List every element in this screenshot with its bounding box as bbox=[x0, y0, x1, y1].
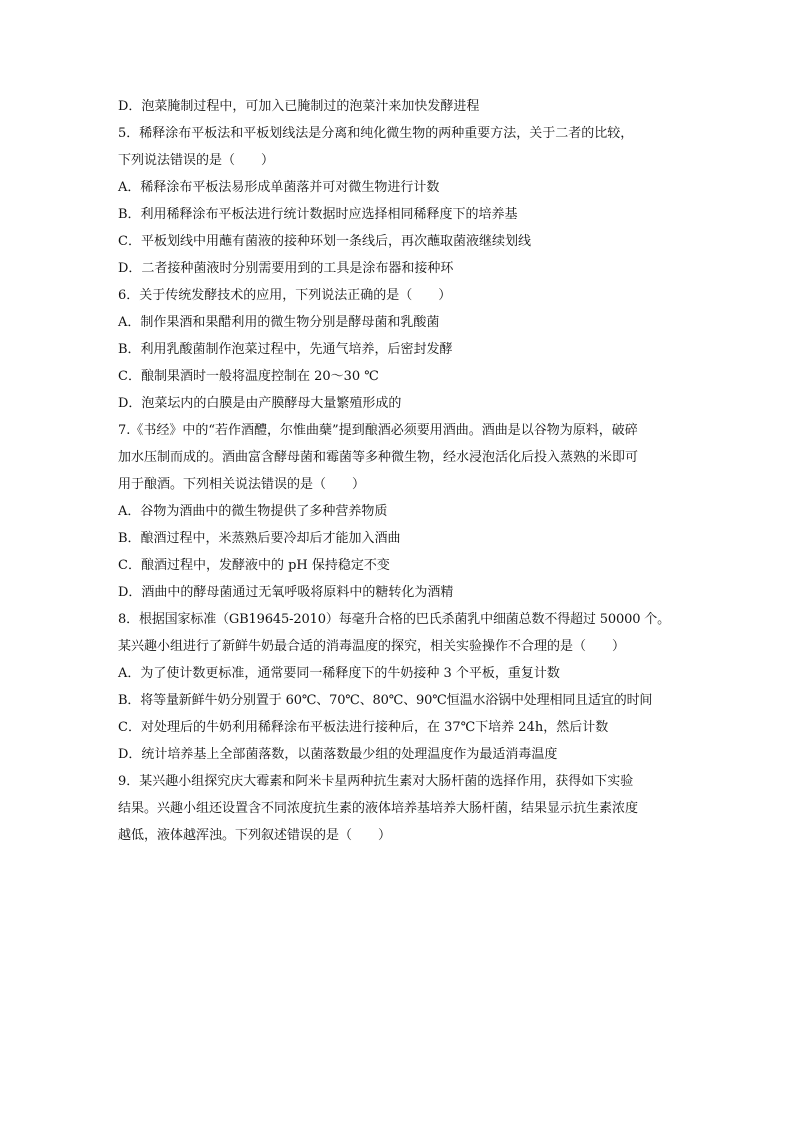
text-line: 结果。兴趣小组还设置含不同浓度抗生素的液体培养基培养大肠杆菌，结果显示抗生素浓度 bbox=[118, 801, 639, 816]
document-page bbox=[118, 93, 678, 849]
text-line: 8．根据国家标准（GB19645-2010）每毫升合格的巴氏杀菌乳中细菌总数不得超过 50000 个。 bbox=[118, 612, 671, 627]
text-line: 7.《书经》中的“若作酒醴，尔惟曲蘖”提到酿酒必须要用酒曲。酒曲是以谷物为原料，破碎 bbox=[118, 423, 638, 438]
text-line: 某兴趣小组进行了新鲜牛奶最合适的消毒温度的探究，相关实验操作不合理的是（ ） bbox=[118, 639, 626, 654]
text-line: A．为了使计数更标准，通常要同一稀释度下的牛奶接种 3 个平板，重复计数 bbox=[118, 666, 560, 681]
text-line: C．对处理后的牛奶利用稀释涂布平板法进行接种后，在 37℃下培养 24h，然后计数 bbox=[118, 720, 609, 735]
text-line: A．谷物为酒曲中的微生物提供了多种营养物质 bbox=[118, 504, 388, 519]
text-line: 加水压制而成的。酒曲富含酵母菌和霉菌等多种微生物，经水浸泡活化后投入蒸熟的米即可 bbox=[118, 450, 639, 465]
text-line: D．统计培养基上全部菌落数，以菌落数最少组的处理温度作为最适消毒温度 bbox=[118, 747, 558, 762]
text-line: 用于酿酒。下列相关说法错误的是（ ） bbox=[118, 477, 366, 492]
text-line: D．二者接种菌液时分别需要用到的工具是涂布器和接种环 bbox=[118, 261, 454, 276]
text-line: C．平板划线中用蘸有菌液的接种环划一条线后，再次蘸取菌液继续划线 bbox=[118, 234, 531, 249]
text-line: B．利用稀释涂布平板法进行统计数据时应选择相同稀释度下的培养基 bbox=[118, 207, 518, 222]
text-line: C．酿制果酒时一般将温度控制在 20～30 ℃ bbox=[118, 369, 379, 384]
text-line: D．泡菜坛内的白膜是由产膜酵母大量繁殖形成的 bbox=[118, 396, 402, 411]
text-line: A．制作果酒和果醋利用的微生物分别是酵母菌和乳酸菌 bbox=[118, 315, 440, 330]
text-line: 5．稀释涂布平板法和平板划线法是分离和纯化微生物的两种重要方法，关于二者的比较， bbox=[118, 126, 634, 141]
text-line: D．酒曲中的酵母菌通过无氧呼吸将原料中的糖转化为酒精 bbox=[118, 585, 454, 600]
text-line: C．酿酒过程中，发酵液中的 pH 保持稳定不变 bbox=[118, 558, 390, 573]
text-line: 越低，液体越浑浊。下列叙述错误的是（ ） bbox=[118, 828, 392, 843]
text-line: 下列说法错误的是（ ） bbox=[118, 153, 275, 168]
text-line: 9．某兴趣小组探究庆大霉素和阿米卡星两种抗生素对大肠杆菌的选择作用，获得如下实验 bbox=[118, 774, 634, 789]
text-line: D．泡菜腌制过程中，可加入已腌制过的泡菜汁来加快发酵进程 bbox=[118, 99, 480, 114]
text-line: A．稀释涂布平板法易形成单菌落并可对微生物进行计数 bbox=[118, 180, 440, 195]
text-line: B．酿酒过程中，米蒸熟后要冷却后才能加入酒曲 bbox=[118, 531, 401, 546]
text-line: B．利用乳酸菌制作泡菜过程中，先通气培养，后密封发酵 bbox=[118, 342, 453, 357]
text-line: 6．关于传统发酵技术的应用，下列说法正确的是（ ） bbox=[118, 288, 452, 303]
text-line: B．将等量新鲜牛奶分别置于 60℃、70℃、80℃、90℃恒温水浴锅中处理相同且适宜的时间 bbox=[118, 693, 653, 708]
